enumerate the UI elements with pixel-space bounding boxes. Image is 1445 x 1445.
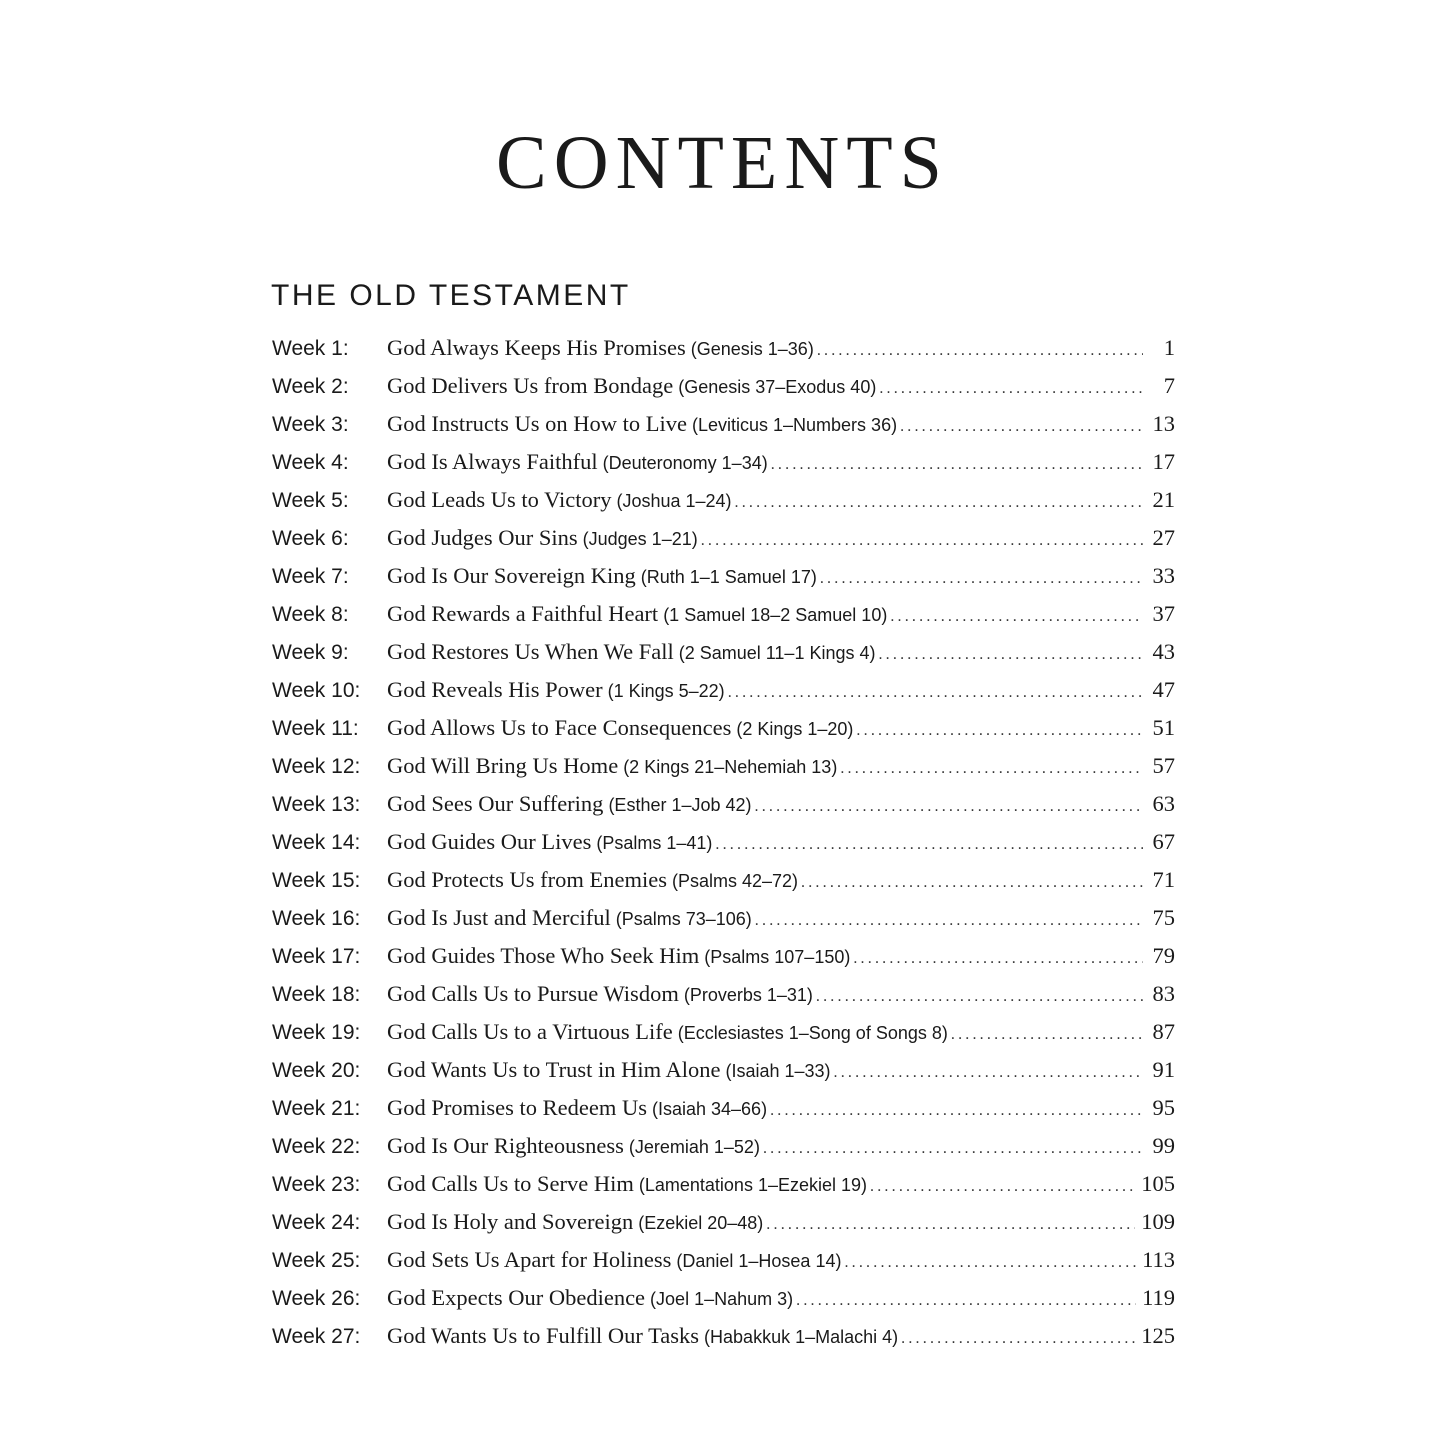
page-number: 51 — [1152, 715, 1175, 740]
scripture-reference: (Esther 1–Job 42) — [608, 795, 752, 815]
dot-leader — [755, 902, 1143, 940]
entry-title: God Is Our Righteousness — [387, 1133, 624, 1158]
page-title: CONTENTS — [496, 121, 949, 205]
dot-leader — [853, 940, 1143, 978]
week-label: Week 27: — [272, 1325, 361, 1348]
entry-title: God Protects Us from Enemies — [387, 867, 667, 892]
dot-leader — [728, 674, 1143, 712]
page-number: 67 — [1152, 829, 1175, 854]
page-number: 99 — [1152, 1133, 1175, 1158]
toc-entry-week-26[interactable] — [272, 1279, 1175, 1317]
toc-entry-week-23[interactable] — [272, 1165, 1175, 1203]
week-label: Week 13: — [272, 793, 361, 816]
dot-leader — [701, 522, 1143, 560]
dot-leader — [878, 636, 1143, 674]
toc-entry-week-13[interactable] — [272, 785, 1175, 823]
page-number: 17 — [1152, 449, 1175, 474]
scripture-reference: (Isaiah 34–66) — [651, 1099, 768, 1119]
page-number: 21 — [1152, 487, 1175, 512]
scripture-reference: (Jeremiah 1–52) — [628, 1137, 760, 1157]
entry-title: God Is Holy and Sovereign — [387, 1209, 634, 1234]
scripture-reference: (Habakkuk 1–Malachi 4) — [704, 1327, 899, 1347]
scripture-reference: (Psalms 1–41) — [596, 833, 713, 853]
entry-title: God Guides Our Lives — [387, 829, 592, 854]
week-label: Week 22: — [272, 1135, 361, 1158]
scripture-reference: (Ruth 1–1 Samuel 17) — [640, 567, 817, 587]
entry-title: God Judges Our Sins — [387, 525, 578, 550]
scripture-reference: (Joel 1–Nahum 3) — [650, 1289, 794, 1309]
dot-leader — [870, 1168, 1135, 1206]
dot-leader — [900, 408, 1143, 446]
scripture-reference: (Genesis 1–36) — [690, 339, 814, 359]
page-number: 33 — [1152, 563, 1175, 588]
week-label: Week 5: — [272, 489, 349, 512]
week-label: Week 18: — [272, 983, 361, 1006]
toc-entry-week-6[interactable] — [272, 519, 1175, 557]
week-label: Week 1: — [272, 337, 349, 360]
scripture-reference: (Joshua 1–24) — [616, 491, 732, 511]
toc-entry-week-22[interactable] — [272, 1127, 1175, 1165]
toc-entry-week-18[interactable] — [272, 975, 1175, 1013]
scripture-reference: (Genesis 37–Exodus 40) — [678, 377, 877, 397]
scripture-reference: (Psalms 42–72) — [671, 871, 799, 891]
scripture-reference: (Lamentations 1–Ezekiel 19) — [638, 1175, 868, 1195]
scripture-reference: (2 Samuel 11–1 Kings 4) — [678, 643, 876, 663]
toc-entry-week-2[interactable] — [272, 367, 1175, 405]
entry-title: God Is Just and Merciful — [387, 905, 611, 930]
page-number: 83 — [1152, 981, 1175, 1006]
toc-entry-week-7[interactable] — [272, 557, 1175, 595]
scripture-reference: (Judges 1–21) — [582, 529, 698, 549]
dot-leader — [766, 1206, 1135, 1244]
entry-title: God Will Bring Us Home — [387, 753, 619, 778]
dot-leader — [879, 370, 1143, 408]
entry-title: God Delivers Us from Bondage — [387, 373, 674, 398]
entry-title: God Is Our Sovereign King — [387, 563, 636, 588]
week-label: Week 15: — [272, 869, 361, 892]
entry-title: God Calls Us to Serve Him — [387, 1171, 634, 1196]
dot-leader — [890, 598, 1143, 636]
week-label: Week 10: — [272, 679, 361, 702]
toc-entry-week-3[interactable] — [272, 405, 1175, 443]
dot-leader — [951, 1016, 1143, 1054]
toc-entry-week-10[interactable] — [272, 671, 1175, 709]
week-label: Week 7: — [272, 565, 349, 588]
page-number: 91 — [1152, 1057, 1175, 1082]
scripture-reference: (Leviticus 1–Numbers 36) — [691, 415, 898, 435]
entry-title: God Expects Our Obedience — [387, 1285, 646, 1310]
entry-title: God Wants Us to Trust in Him Alone — [387, 1057, 721, 1082]
scripture-reference: (1 Kings 5–22) — [607, 681, 725, 701]
entry-title: God Leads Us to Victory — [387, 487, 612, 512]
entry-title: God Reveals His Power — [387, 677, 603, 702]
toc-entry-week-19[interactable] — [272, 1013, 1175, 1051]
week-label: Week 20: — [272, 1059, 361, 1082]
page-number: 125 — [1141, 1323, 1175, 1348]
dot-leader — [856, 712, 1143, 750]
scripture-reference: (2 Kings 21–Nehemiah 13) — [623, 757, 838, 777]
page-number: 57 — [1152, 753, 1175, 778]
entry-title: God Sees Our Suffering — [387, 791, 604, 816]
entry-title: God Instructs Us on How to Live — [387, 411, 687, 436]
page-number: 27 — [1152, 525, 1175, 550]
entry-title: God Guides Those Who Seek Him — [387, 943, 700, 968]
page-number: 71 — [1152, 867, 1175, 892]
section-heading: THE OLD TESTAMENT — [271, 279, 631, 312]
toc-entry-week-24[interactable] — [272, 1203, 1175, 1241]
scripture-reference: (Proverbs 1–31) — [683, 985, 813, 1005]
toc-entry-week-21[interactable] — [272, 1089, 1175, 1127]
scripture-reference: (Isaiah 1–33) — [725, 1061, 831, 1081]
week-label: Week 19: — [272, 1021, 361, 1044]
toc-entry-week-4[interactable] — [272, 443, 1175, 481]
dot-leader — [817, 332, 1143, 370]
week-label: Week 16: — [272, 907, 361, 930]
entry-title: God Sets Us Apart for Holiness — [387, 1247, 672, 1272]
entry-title: God Calls Us to Pursue Wisdom — [387, 981, 679, 1006]
page-number: 63 — [1152, 791, 1175, 816]
toc-entry-week-25[interactable] — [272, 1241, 1175, 1279]
toc-entry-week-5[interactable] — [272, 481, 1175, 519]
page-number: 43 — [1152, 639, 1175, 664]
page-number: 109 — [1141, 1209, 1175, 1234]
scripture-reference: (Ezekiel 20–48) — [638, 1213, 764, 1233]
scripture-reference: (1 Samuel 18–2 Samuel 10) — [663, 605, 888, 625]
scripture-reference: (Ecclesiastes 1–Song of Songs 8) — [677, 1023, 948, 1043]
toc-entry-week-16[interactable] — [272, 899, 1175, 937]
week-label: Week 9: — [272, 641, 349, 664]
scripture-reference: (Psalms 107–150) — [704, 947, 851, 967]
dot-leader — [834, 1054, 1143, 1092]
page-number: 113 — [1142, 1247, 1175, 1272]
week-label: Week 24: — [272, 1211, 361, 1234]
scripture-reference: (Psalms 73–106) — [615, 909, 752, 929]
week-label: Week 14: — [272, 831, 361, 854]
toc-entry-week-8[interactable] — [272, 595, 1175, 633]
toc-entry-week-27[interactable] — [272, 1317, 1175, 1355]
page-number: 87 — [1152, 1019, 1175, 1044]
page-number: 47 — [1152, 677, 1175, 702]
week-label: Week 25: — [272, 1249, 361, 1272]
entry-title: God Rewards a Faithful Heart — [387, 601, 659, 626]
entry-title: God Restores Us When We Fall — [387, 639, 674, 664]
entry-title: God Is Always Faithful — [387, 449, 598, 474]
dot-leader — [816, 978, 1143, 1016]
week-label: Week 21: — [272, 1097, 361, 1120]
dot-leader — [820, 560, 1143, 598]
week-label: Week 26: — [272, 1287, 361, 1310]
dot-leader — [801, 864, 1143, 902]
week-label: Week 17: — [272, 945, 361, 968]
toc-entry-week-9[interactable] — [272, 633, 1175, 671]
toc-entry-week-17[interactable] — [272, 937, 1175, 975]
dot-leader — [770, 1092, 1143, 1130]
page-number: 119 — [1142, 1285, 1175, 1310]
toc-entry-week-14[interactable] — [272, 823, 1175, 861]
page-number: 79 — [1152, 943, 1175, 968]
dot-leader — [840, 750, 1143, 788]
dot-leader — [901, 1320, 1135, 1358]
week-label: Week 12: — [272, 755, 361, 778]
page-number: 37 — [1152, 601, 1175, 626]
week-label: Week 11: — [272, 717, 359, 740]
scripture-reference: (Daniel 1–Hosea 14) — [676, 1251, 842, 1271]
toc-entry-week-1[interactable] — [272, 329, 1175, 367]
week-label: Week 6: — [272, 527, 349, 550]
page-number: 1 — [1163, 335, 1175, 360]
toc-entry-week-12[interactable] — [272, 747, 1175, 785]
entry-title: God Calls Us to a Virtuous Life — [387, 1019, 673, 1044]
week-label: Week 3: — [272, 413, 349, 436]
week-label: Week 23: — [272, 1173, 361, 1196]
week-label: Week 8: — [272, 603, 349, 626]
dot-leader — [755, 788, 1143, 826]
entry-title: God Allows Us to Face Consequences — [387, 715, 732, 740]
dot-leader — [735, 484, 1143, 522]
week-label: Week 4: — [272, 451, 349, 474]
page-number: 95 — [1152, 1095, 1175, 1120]
page-number: 7 — [1163, 373, 1175, 398]
toc-entry-week-20[interactable] — [272, 1051, 1175, 1089]
dot-leader — [844, 1244, 1136, 1282]
toc-entry-week-15[interactable] — [272, 861, 1175, 899]
scripture-reference: (Deuteronomy 1–34) — [602, 453, 768, 473]
page-number: 13 — [1152, 411, 1175, 436]
dot-leader — [763, 1130, 1143, 1168]
week-label: Week 2: — [272, 375, 349, 398]
toc-entry-week-11[interactable] — [272, 709, 1175, 747]
page-number: 75 — [1152, 905, 1175, 930]
dot-leader — [715, 826, 1143, 864]
scripture-reference: (2 Kings 1–20) — [736, 719, 854, 739]
dot-leader — [771, 446, 1143, 484]
entry-title: God Always Keeps His Promises — [387, 335, 686, 360]
table-of-contents — [272, 329, 1175, 1355]
page-number: 105 — [1141, 1171, 1175, 1196]
entry-title: God Wants Us to Fulfill Our Tasks — [387, 1323, 700, 1348]
entry-title: God Promises to Redeem Us — [387, 1095, 647, 1120]
dot-leader — [796, 1282, 1136, 1320]
